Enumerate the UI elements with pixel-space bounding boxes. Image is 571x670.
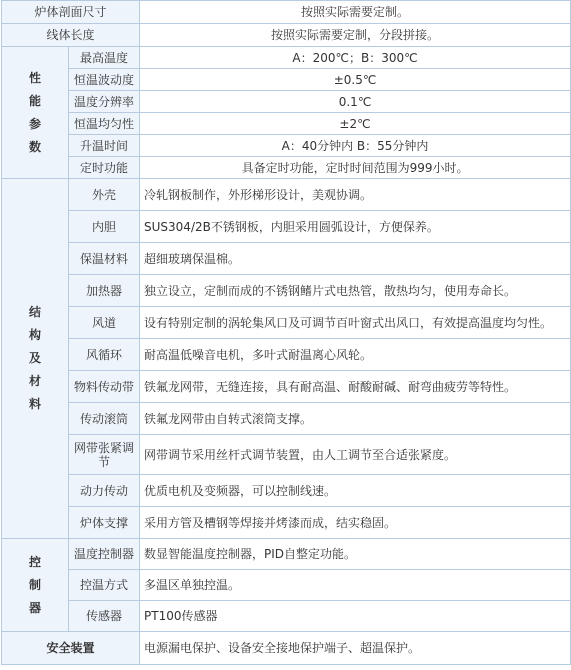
row-label: 物料传动带 xyxy=(69,371,140,403)
category-char: 性 xyxy=(28,70,41,85)
row-label: 最高温度 xyxy=(69,47,140,69)
category-char: 料 xyxy=(28,397,41,411)
row-value: 多温区单独控温。 xyxy=(140,570,571,601)
row-label: 炉体剖面尺寸 xyxy=(2,1,140,24)
table-row xyxy=(2,47,571,69)
row-value: 设有特别定制的涡轮集风口及可调节百叶窗式出风口，有效提高温度均匀性。 xyxy=(140,307,571,339)
table-row xyxy=(2,570,571,601)
table-row xyxy=(2,601,571,632)
category-structure xyxy=(2,179,69,539)
row-value: ±0.5℃ xyxy=(140,69,571,91)
table-row xyxy=(2,403,571,435)
table-row xyxy=(2,371,571,403)
table-row xyxy=(2,475,571,507)
row-value: 耐高温低噪音电机，多叶式耐温离心风轮。 xyxy=(140,339,571,371)
spec-table xyxy=(1,0,571,665)
row-value: 优质电机及变频器，可以控制线速。 xyxy=(140,475,571,507)
row-value: 铁氟龙网带由自转式滚筒支撑。 xyxy=(140,403,571,435)
row-value: 数显智能温度控制器，PID自整定功能。 xyxy=(140,539,571,570)
row-label: 传动滚筒 xyxy=(69,403,140,435)
table-row xyxy=(2,275,571,307)
row-label: 温度控制器 xyxy=(69,539,140,570)
row-value: 独立设立，定制而成的不锈钢鳍片式电热管，散热均匀，使用寿命长。 xyxy=(140,275,571,307)
row-label: 升温时间 xyxy=(69,135,140,157)
category-char: 材 xyxy=(28,374,41,388)
row-label: 加热器 xyxy=(69,275,140,307)
table-row xyxy=(2,157,571,179)
row-value: 铁氟龙网带，无缝连接，具有耐高温、耐酸耐碱、耐弯曲疲劳等特性。 xyxy=(140,371,571,403)
table-row xyxy=(2,135,571,157)
row-value: A：40分钟内 B：55分钟内 xyxy=(140,135,571,157)
row-value: 冷轧钢板制作，外形梯形设计，美观协调。 xyxy=(140,179,571,211)
table-row xyxy=(2,243,571,275)
row-label: 风道 xyxy=(69,307,140,339)
category-performance xyxy=(2,47,69,179)
table-row xyxy=(2,211,571,243)
category-control xyxy=(2,539,69,632)
row-label: 恒温波动度 xyxy=(69,69,140,91)
row-label: 风循环 xyxy=(69,339,140,371)
category-char: 及 xyxy=(28,351,41,365)
safety-label: 安全装置 xyxy=(2,632,140,665)
table-row xyxy=(2,307,571,339)
safety-value: 电源漏电保护、设备安全接地保护端子、超温保护。 xyxy=(140,632,571,665)
row-label: 外壳 xyxy=(69,179,140,211)
table-row xyxy=(2,1,571,24)
table-row xyxy=(2,113,571,135)
row-value: PT100传感器 xyxy=(140,601,571,632)
table-row xyxy=(2,91,571,113)
row-label: 线体长度 xyxy=(2,24,140,47)
table-row xyxy=(2,539,571,570)
row-value: 0.1℃ xyxy=(140,91,571,113)
category-char: 控 xyxy=(28,554,41,569)
row-value: 按照实际需要定制。 xyxy=(140,1,571,24)
category-char: 制 xyxy=(28,577,41,592)
row-value: 网带调节采用丝杆式调节装置，由人工调节至合适张紧度。 xyxy=(140,435,571,475)
table-row xyxy=(2,24,571,47)
row-label: 内胆 xyxy=(69,211,140,243)
table-row xyxy=(2,632,571,665)
category-char: 器 xyxy=(28,600,41,615)
table-row xyxy=(2,69,571,91)
table-row xyxy=(2,507,571,539)
row-label: 网带张紧调节 xyxy=(69,435,140,475)
row-value: SUS304/2B不锈钢板，内胆采用圆弧设计，方便保养。 xyxy=(140,211,571,243)
table-row xyxy=(2,435,571,475)
row-label: 动力传动 xyxy=(69,475,140,507)
row-label: 控温方式 xyxy=(69,570,140,601)
table-row xyxy=(2,339,571,371)
category-char: 能 xyxy=(28,93,41,108)
category-char: 结 xyxy=(28,305,41,319)
category-char: 构 xyxy=(28,328,41,342)
row-value: ±2℃ xyxy=(140,113,571,135)
category-char: 数 xyxy=(28,139,41,154)
row-label: 恒温均匀性 xyxy=(69,113,140,135)
table-row xyxy=(2,179,571,211)
row-value: 超细玻璃保温棉。 xyxy=(140,243,571,275)
row-label: 温度分辨率 xyxy=(69,91,140,113)
row-value: A：200℃；B：300℃ xyxy=(140,47,571,69)
row-label: 炉体支撑 xyxy=(69,507,140,539)
row-value: 按照实际需要定制，分段拼接。 xyxy=(140,24,571,47)
category-char: 参 xyxy=(28,116,41,131)
row-value: 采用方管及槽钢等焊接并烤漆而成，结实稳固。 xyxy=(140,507,571,539)
row-value: 具备定时功能，定时时间范围为999小时。 xyxy=(140,157,571,179)
row-label: 传感器 xyxy=(69,601,140,632)
row-label: 保温材料 xyxy=(69,243,140,275)
row-label: 定时功能 xyxy=(69,157,140,179)
